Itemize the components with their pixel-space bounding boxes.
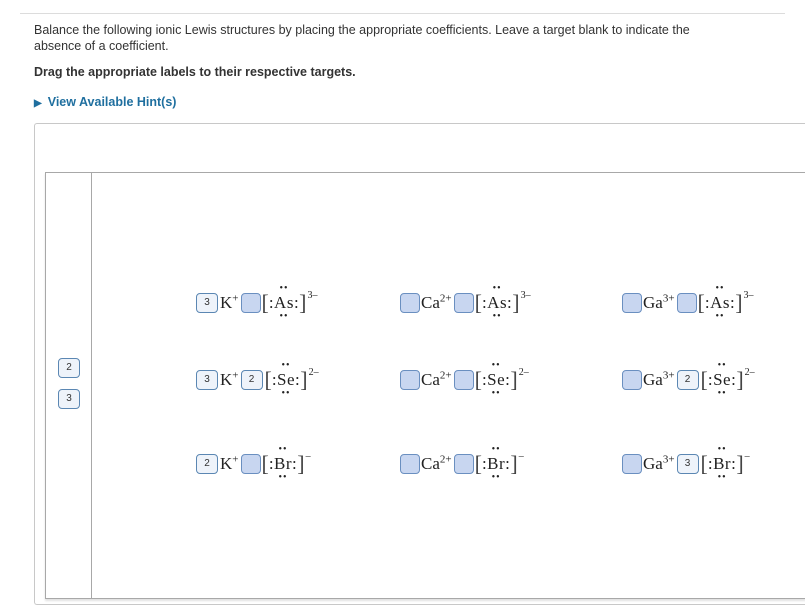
right-bracket: ]	[512, 290, 520, 315]
cation-charge: 3+	[662, 369, 675, 382]
left-bracket: [	[474, 451, 482, 476]
instructions-text: Balance the following ionic Lewis structures by placing the appropriate coefficients. Leave a target blank to indicate the absence of a coefficient.	[34, 23, 690, 53]
anion-coefficient-target[interactable]	[677, 293, 697, 313]
left-bracket: [	[697, 290, 705, 315]
anion-symbol: :Br: •• ••	[268, 444, 298, 483]
label-bank-divider	[91, 172, 92, 598]
lone-pair-top: ••	[278, 444, 288, 455]
lone-pair-bottom: ••	[717, 388, 727, 399]
cation-coefficient-filled[interactable]: 2	[196, 454, 218, 474]
expand-triangle-icon: ▶	[34, 98, 42, 109]
left-bracket: [	[264, 367, 272, 392]
lone-pair-top: ••	[279, 283, 289, 294]
cation-symbol: $Ca^{2+}$	[421, 369, 452, 389]
anion-symbol: :As: •• ••	[704, 283, 736, 322]
anion-charge: 2–	[744, 367, 755, 378]
cation-coefficient-target[interactable]	[400, 454, 420, 474]
lone-pair-top: ••	[491, 444, 501, 455]
hint-label: View Available Hint(s)	[47, 95, 177, 109]
lone-pair-bottom: ••	[717, 472, 727, 483]
cation-charge: 3+	[662, 453, 675, 466]
cation-symbol: $Ga^{3+}$	[643, 453, 675, 473]
anion-symbol: :Se: •• ••	[271, 360, 301, 399]
anion-coefficient-target[interactable]	[241, 454, 261, 474]
anion-charge: 3–	[743, 290, 754, 301]
anion-charge: –	[744, 451, 750, 462]
lone-pair-top: ••	[491, 360, 501, 371]
lone-pair-bottom: ••	[491, 472, 501, 483]
lone-pair-top: ••	[717, 360, 727, 371]
formula-k-se	[196, 360, 319, 399]
cation-symbol: $Ca^{2+}$	[421, 292, 452, 312]
lone-pair-bottom: ••	[491, 388, 501, 399]
right-bracket: ]	[736, 367, 744, 392]
cation-coefficient-filled[interactable]: 3	[196, 370, 218, 390]
cation-coefficient-target[interactable]	[400, 293, 420, 313]
anion-symbol: :As: •• ••	[481, 283, 513, 322]
anion-charge: 2–	[518, 367, 529, 378]
right-bracket: ]	[300, 367, 308, 392]
left-bracket: [	[474, 367, 482, 392]
cation-symbol: $Ca^{2+}$	[421, 453, 452, 473]
lone-pair-top: ••	[715, 283, 725, 294]
label-tile-2[interactable]: 2	[58, 358, 80, 378]
formula-k-as	[196, 283, 318, 322]
top-divider	[20, 13, 785, 14]
anion-symbol: :As: •• ••	[268, 283, 300, 322]
formula-ga-as	[622, 283, 754, 322]
formula-ga-se	[622, 360, 755, 399]
anion-coefficient-target[interactable]	[454, 454, 474, 474]
lone-pair-top: ••	[281, 360, 291, 371]
lone-pair-top: ••	[717, 444, 727, 455]
anion-charge: –	[305, 451, 311, 462]
right-bracket: ]	[510, 367, 518, 392]
lone-pair-top: ••	[492, 283, 502, 294]
cation-charge: +	[232, 453, 239, 466]
cation-charge: 2+	[439, 369, 452, 382]
anion-coefficient-target[interactable]	[241, 293, 261, 313]
right-bracket: ]	[735, 290, 743, 315]
anion-symbol: :Br: •• ••	[707, 444, 737, 483]
label-tile-3[interactable]: 3	[58, 389, 80, 409]
right-bracket: ]	[510, 451, 518, 476]
anion-charge: 3–	[307, 290, 318, 301]
cation-coefficient-filled[interactable]: 3	[196, 293, 218, 313]
formula-ca-se	[400, 360, 529, 399]
right-bracket: ]	[736, 451, 744, 476]
anion-charge: –	[518, 451, 524, 462]
lone-pair-bottom: ••	[279, 311, 289, 322]
formula-ca-br	[400, 444, 524, 483]
anion-symbol: :Se: •• ••	[481, 360, 511, 399]
anion-charge: 3–	[520, 290, 531, 301]
anion-coefficient-target[interactable]	[454, 370, 474, 390]
cation-charge: +	[232, 369, 239, 382]
left-bracket: [	[474, 290, 482, 315]
drag-instructions: Drag the appropriate labels to their respective targets.	[34, 65, 356, 79]
anion-charge: 2–	[308, 367, 319, 378]
lone-pair-bottom: ••	[278, 472, 288, 483]
cation-symbol: $Ga^{3+}$	[643, 292, 675, 312]
cation-symbol: $Ga^{3+}$	[643, 369, 675, 389]
formula-k-br	[196, 444, 311, 483]
right-bracket: ]	[297, 451, 305, 476]
lone-pair-bottom: ••	[281, 388, 291, 399]
anion-symbol: :Se: •• ••	[707, 360, 737, 399]
cation-symbol: K+	[220, 453, 239, 473]
left-bracket: [	[261, 290, 269, 315]
cation-coefficient-target[interactable]	[622, 293, 642, 313]
view-hints-link[interactable]	[34, 95, 176, 109]
anion-coefficient-filled[interactable]: 2	[241, 370, 263, 390]
right-bracket: ]	[299, 290, 307, 315]
cation-coefficient-target[interactable]	[622, 454, 642, 474]
cation-charge: 2+	[439, 453, 452, 466]
cation-symbol: K+	[220, 292, 239, 312]
cation-charge: 3+	[662, 292, 675, 305]
cation-coefficient-target[interactable]	[622, 370, 642, 390]
cation-coefficient-target[interactable]	[400, 370, 420, 390]
formula-ga-br	[622, 444, 750, 483]
formula-ca-as	[400, 283, 531, 322]
cation-charge: +	[232, 292, 239, 305]
lone-pair-bottom: ••	[715, 311, 725, 322]
left-bracket: [	[700, 451, 708, 476]
lone-pair-bottom: ••	[492, 311, 502, 322]
left-bracket: [	[261, 451, 269, 476]
anion-coefficient-target[interactable]	[454, 293, 474, 313]
cation-charge: 2+	[439, 292, 452, 305]
cation-symbol: K+	[220, 369, 239, 389]
anion-coefficient-filled[interactable]: 3	[677, 454, 699, 474]
anion-coefficient-filled[interactable]: 2	[677, 370, 699, 390]
left-bracket: [	[700, 367, 708, 392]
anion-symbol: :Br: •• ••	[481, 444, 511, 483]
